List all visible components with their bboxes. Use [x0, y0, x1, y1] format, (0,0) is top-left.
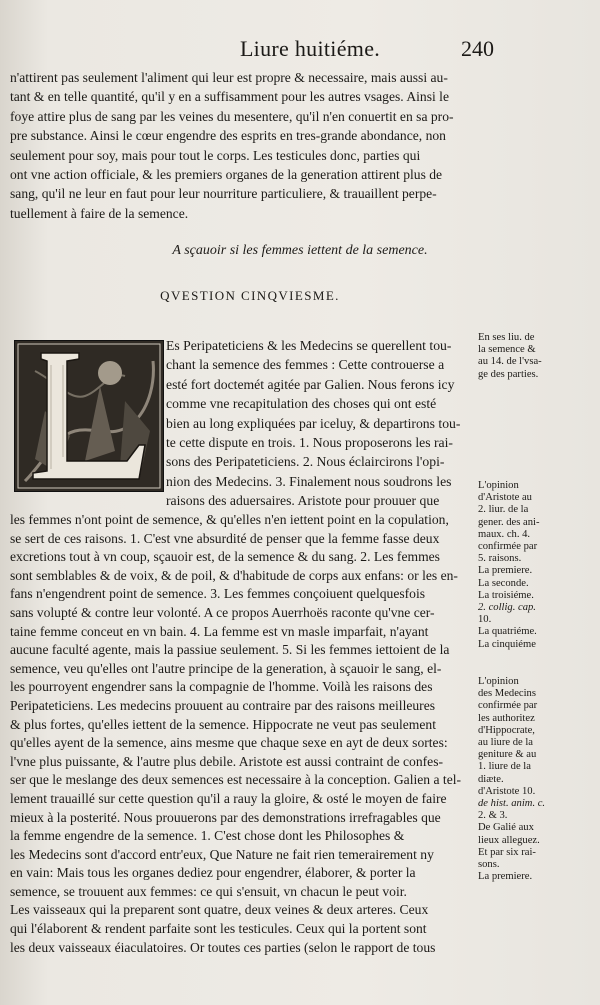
margin-line: La quatriéme.	[478, 626, 537, 638]
text-line: fans n'engendrent point de semence. 3. Les femmes conçoiuent quelquesfois	[10, 586, 426, 602]
text-line: semence, veu qu'elles ont l'autre principe de la generation, à sçauoir le sang, el-	[10, 660, 442, 676]
text-line: sans volupté & contre leur volonté. A ce propos Auerrhoës raconte qu'vne cer-	[10, 604, 435, 620]
margin-line: 5. raisons.	[478, 553, 522, 565]
text-line: ont vne action officiale, & les premiers organes de la generation attirent plus de	[10, 167, 443, 183]
text-line: lement trauaillé sur cette question qu'il a rauy la gloire, & osté le moyen de faire	[10, 790, 447, 806]
text-line: nion des Medecins. 3. Finalement nous soudrons les	[166, 473, 452, 489]
text-line: sont semblables & de voix, & de poil, & d'habitude de corps aux enfans: or les en-	[10, 567, 458, 583]
text-line: sons des Peripateticiens. 2. Nous éclaircirons l'opi-	[166, 454, 445, 470]
text-line: ser que le meslange des deux semences est necessaire à la conception. Galien a tel-	[10, 772, 462, 788]
margin-line: La premiere.	[478, 871, 533, 883]
margin-line: 1. liure de la	[478, 761, 531, 773]
margin-line: L'opinion	[478, 480, 519, 491]
margin-line: La seconde.	[478, 577, 529, 589]
text-line: Les vaisseaux qui la preparent sont quatre, deux veines & deux arteres. Ceux	[10, 902, 429, 918]
margin-line: au 14. de l'vsa-	[478, 356, 542, 368]
margin-line: de hist. anim. c.	[478, 798, 546, 810]
margin-line: L'opinion	[478, 676, 519, 687]
text-line: foye attire plus de sang par les veines du mesentere, qu'il n'en conuertit en sa pro-	[10, 108, 454, 124]
text-line: aucune faculté agente, mais la passiue seulement. 5. Si les femmes iettoient de la	[10, 642, 450, 658]
text-line: pre substance. Ainsi le cœur engendre des esprits en tres-grande abondance, non	[10, 128, 446, 144]
margin-line: d'Hippocrate,	[478, 724, 535, 736]
margin-line: la semence &	[478, 344, 536, 356]
text-line: les deux vaisseaux éiaculatoires. Or toutes ces parties (selon le rapport de tous	[10, 939, 436, 955]
text-line: qui l'élaborent & rendent parfaite sont les testicules. Ceux qui la portent sont	[10, 921, 427, 937]
margin-line: d'Aristote 10.	[478, 785, 536, 797]
text-line: sang, qu'il ne leur en faut pour leur nourriture particuliere, & trauaillent perpe-	[10, 186, 437, 202]
text-line: seulement pour soy, mais pour tout le corps. Les testicules donc, parties qui	[10, 147, 421, 163]
margin-line: La cinquiéme	[478, 638, 536, 650]
text-line: chant la semence des femmes : Cette controuerse a	[166, 357, 445, 373]
margin-line: d'Aristote au	[478, 492, 532, 504]
margin-line: 10.	[478, 614, 492, 626]
text-line: raisons des aduersaires. Aristote pour prouuer que	[166, 493, 440, 509]
margin-line: 2. liur. de la	[478, 504, 529, 516]
page-number: 240	[461, 36, 494, 61]
text-line: comme vne recapitulation des choses qui ont esté	[166, 396, 437, 412]
margin-line: lieux alleguez.	[478, 834, 540, 846]
paragraph-question-start	[166, 336, 470, 511]
margin-line: 2. collig. cap.	[478, 602, 536, 614]
margin-line: diæte.	[478, 773, 504, 785]
text-line: les Medecins sont d'accord entr'eux, Que Nature ne fait rien temerairement ny	[10, 846, 434, 862]
margin-line: geniture & au	[478, 749, 537, 761]
text-line: taine femme conceut en vn bain. 4. La femme est vn masle imparfait, n'ayant	[10, 623, 429, 639]
text-line: les pourroyent engendrer sans la compagnie de l'homme. Voilà les raisons des	[10, 679, 433, 695]
margin-line: au liure de la	[478, 737, 534, 749]
text-line: & plus fortes, qu'elles iettent de la semence. Hippocrate ne veut pas seulement	[10, 716, 436, 732]
margin-line: les authoritez	[478, 712, 535, 724]
woodcut-initial-icon	[15, 341, 163, 491]
question-heading: QVESTION CINQVIESME.	[160, 288, 340, 303]
text-line: l'vne plus puissante, & l'autre plus debile. Aristote est aussi contraint de confes-	[10, 753, 444, 769]
margin-line: Et par six rai-	[478, 846, 536, 858]
section-subtitle: A sçauoir si les femmes iettent de la semence.	[172, 243, 428, 258]
text-line: en vain: Mais tous les organes dediez pour engendrer, élaborer, & porter la	[10, 865, 416, 881]
margin-line: gener. des ani-	[478, 516, 540, 528]
paragraph-question-body	[10, 511, 470, 957]
text-line: mieux à la posterité. Nous prouuerons par des demonstrations irrefragables que	[10, 809, 441, 825]
text-line: excretions tout à vn coup, sçauoir est, de la semence & du sang. 2. Les femmes	[10, 549, 440, 565]
text-line: n'attirent pas seulement l'aliment qui leur est propre & necessaire, mais aussi au-	[10, 70, 448, 85]
margin-line: La troisiéme.	[478, 589, 534, 601]
margin-line: ge des parties.	[478, 368, 539, 380]
decorated-initial	[14, 340, 164, 492]
margin-line: confirmée par	[478, 700, 538, 712]
margin-line: De Galié aux	[478, 822, 534, 834]
paragraph-intro	[10, 68, 470, 223]
text-line: te cette dispute en trois. 1. Nous proposerons les rai-	[166, 435, 453, 451]
text-line: Es Peripateticiens & les Medecins se querellent tou-	[166, 338, 452, 353]
text-line: Peripateticiens. Les medecins prouuent au contraire par des raisons meilleures	[10, 697, 436, 713]
margin-note-physicians	[478, 676, 596, 883]
text-line: les femmes n'ont point de semence, & qu'elles n'en iettent point en la copulation,	[10, 512, 449, 527]
text-line: tant & en telle quantité, qu'il y en a suffisamment pour les autres vsages. Ainsi le	[10, 89, 449, 105]
margin-note-sources	[478, 332, 596, 381]
text-line: tuellement à faire de la semence.	[10, 205, 189, 221]
text-line: se sert de ces raisons. 1. C'est vne absurdité de penser que la femme fasse deux	[10, 530, 440, 546]
running-title: Liure huitiéme.	[239, 36, 381, 61]
margin-line: La premiere.	[478, 565, 533, 577]
margin-line: confirmée par	[478, 541, 538, 553]
margin-line: En ses liu. de	[478, 332, 535, 343]
margin-line: des Medecins	[478, 688, 536, 700]
margin-note-aristotle	[478, 480, 596, 651]
margin-line: 2. & 3.	[478, 810, 508, 822]
text-line: qu'elles ayent de la semence, ains mesme que chaque sexe en ayt de deux sortes:	[10, 735, 448, 751]
margin-line: maux. ch. 4.	[478, 528, 531, 540]
text-line: semence, se trouuent aux femmes: ce qui s'ensuit, vn chacun le peut voir.	[10, 883, 407, 899]
text-line: la femme engendre de la semence. 1. C'est chose dont les Philosophes &	[10, 828, 405, 844]
text-line: bien au long expliquées par iceluy, & departirons tou-	[166, 415, 461, 431]
text-line: esté fort doctemét agitée par Galien. Nous ferons icy	[166, 376, 455, 392]
margin-line: sons.	[478, 859, 500, 871]
